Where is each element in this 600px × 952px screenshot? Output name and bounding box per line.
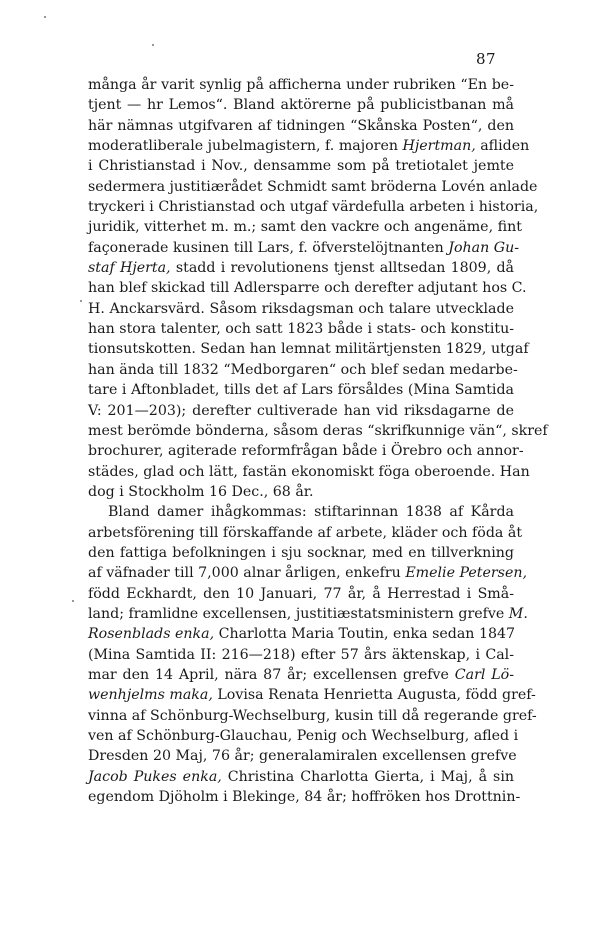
text-segment: H. Anckarsvärd. Såsom riksdagsman och talare utvecklade [88,300,514,317]
text-segment: han ända till 1832 “Medborgaren“ och blef sedan medarbe- [88,361,518,378]
text-segment: af väfnader till 7,000 alnar årligen, enkefru [88,565,406,582]
text-segment: många år varit synlig på afficherna under rubriken “En be- [88,77,514,93]
text-line [88,543,514,563]
text-segment: Lovisa Renata Henrietta Augusta, född gref- [212,687,536,704]
italic-name: staf Hjerta, [88,260,171,277]
text-line [88,380,514,400]
text-line [88,319,514,339]
italic-name: wenhjelms maka, [88,687,213,704]
italic-name: Carl Lö- [454,666,514,683]
text-segment: (Mina Samtida II: 216—218) efter 57 års äktenskap, i Cal- [88,646,514,663]
text-line [88,95,514,115]
text-segment: sedermera justitiærådet Schmidt samt bröderna Lovén anlade [88,178,538,195]
text-segment: född Eckhardt, den 10 Januari, 77 år, å Herrestad i Små- [88,585,514,602]
text-line [88,502,514,522]
text-segment: mar den 14 April, nära 87 år; excellensen grefve [88,666,455,683]
text-line [88,75,514,95]
text-segment: stadd i revolutionens tjenst alltsedan 1809, då [170,260,515,277]
italic-name: Emelie Petersen, [405,565,528,582]
text-line [88,339,529,359]
text-line [88,116,514,136]
paper-speck [152,44,154,46]
paper-speck [80,300,82,302]
paper-speck [44,16,46,18]
text-segment: juridik, vitterhet m. m.; samt den vackre och angenäme, fint [88,219,522,236]
text-line [88,563,528,583]
text-line [88,665,514,685]
text-line [88,156,514,176]
text-segment: egendom Djöholm i Blekinge, 84 år; hoffröken hos Drottnin- [88,789,521,806]
italic-name: M. [508,605,528,622]
text-line [88,685,536,705]
text-line [88,177,538,197]
italic-name: Johan Gu- [448,239,520,256]
text-segment: städes, glad och lätt, fastän ekonomiskt föga oberoende. Han [88,463,530,480]
text-line [88,726,519,746]
italic-name: Jacob Pukes enka, [88,768,222,785]
text-segment: vinna af Schönburg-Wechselburg, kusin till då regerande gref- [88,707,537,724]
text-segment: V: 201—203); derefter cultiverade han vid riksdagarne de [88,402,514,419]
italic-name: Hjertman, [402,138,476,155]
text-line [88,299,514,319]
text-line [88,584,514,604]
text-segment: tare i Aftonbladet, tills det af Lars försåldes (Mina Samtida [88,382,514,399]
text-segment: han blef skickad till Adlersparre och derefter adjutant hos C. [88,280,527,297]
text-segment: Christina Charlotta Gierta, i Maj, å sin [221,768,515,785]
page-number: 87 [476,50,497,68]
text-segment: Dresden 20 Maj, 76 år; generalamiralen excellensen grefve [88,748,517,765]
text-segment: afliden [475,138,530,155]
text-line [88,787,521,807]
text-line [88,360,518,380]
text-line [88,624,514,644]
text-line [88,278,527,298]
italic-name: Rosenblads enka, [88,626,215,643]
text-segment: land; framlidne excellensen, justitiæstatsministern grefve [88,605,509,622]
text-segment: tionsutskotten. Sedan han lemnat militärtjensten 1829, utgaf [88,341,529,358]
body-text [88,75,548,807]
text-segment: den fattiga befolkningen i sju socknar, med en tillverkning [88,544,514,561]
text-line [88,523,523,543]
text-segment: Bland damer ihågkommas: stiftarinnan 1838 af Kårda [108,504,514,521]
text-line [88,197,539,217]
text-line [88,706,537,726]
text-segment: mest berömde bönderna, såsom deras “skrifkunnige vän“, skref [88,422,548,439]
text-segment: arbetsförening till förskaffande af arbete, kläder och föda åt [88,524,523,541]
text-line [88,604,528,624]
text-line [88,401,514,421]
text-line [88,746,517,766]
paper-speck [72,600,74,602]
text-segment: tjent — hr Lemos“. Bland aktörerne på publicistbanan må [88,97,514,114]
text-line [88,258,514,278]
text-segment: brochurer, agiterade reformfrågan både i Örebro och annor- [88,443,524,460]
text-line [88,421,548,441]
text-segment: här nämnas utgifvaren af tidningen “Skånska Posten“, den [88,117,514,134]
text-line [88,217,522,237]
text-segment: Charlotta Maria Toutin, enka sedan 1847 [214,626,516,643]
text-line [88,441,524,461]
text-segment: moderatliberale jubelmagistern, f. majoren [88,138,403,155]
text-line [88,645,514,665]
text-line [88,482,514,502]
text-segment: i Christianstad i Nov., densamme som på tretiotalet jemte [88,158,514,175]
text-line [88,767,514,787]
text-segment: dog i Stockholm 16 Dec., 68 år. [88,483,314,500]
text-line [88,462,530,482]
text-segment: ven af Schönburg-Glauchau, Penig och Wechselburg, afled i [88,728,519,744]
text-line [88,238,520,258]
text-line [88,136,530,156]
text-segment: han stora talenter, och satt 1823 både i stats- och konstitu- [88,321,514,338]
text-segment: façonerade kusinen till Lars, f. öfverstelöjtnanten [88,239,449,256]
text-segment: tryckeri i Christianstad och utgaf värdefulla arbeten i historia, [88,199,539,216]
